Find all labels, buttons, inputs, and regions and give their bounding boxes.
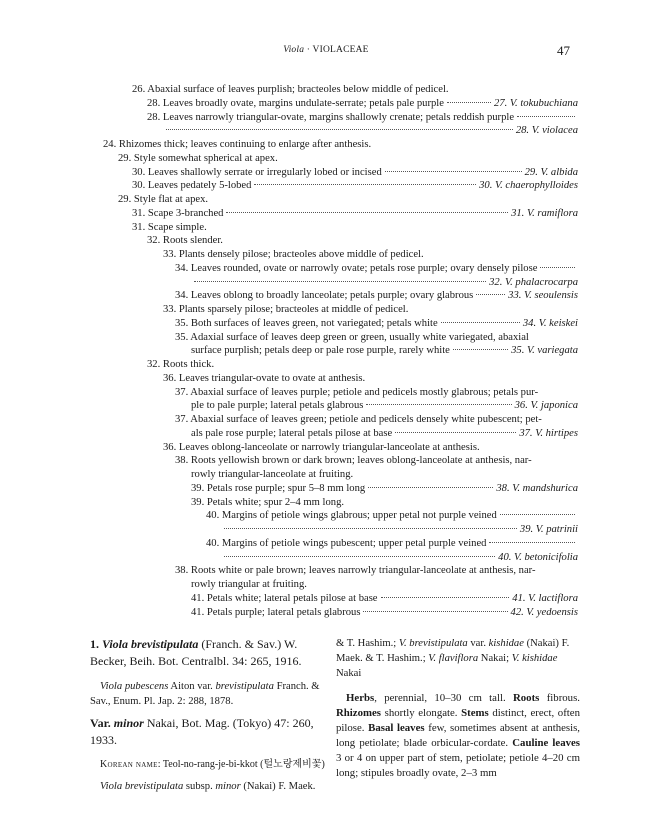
key-line [118,193,208,207]
key-text: 41. Petals purple; lateral petals glabrous [191,606,361,618]
key-taxon: 32. V. phalacrocarpa [489,276,578,288]
key-line [103,138,371,152]
variety-name: minor [113,716,144,730]
dot-leader [363,611,507,612]
synonym-text: (Nakai) F. Maek. & T. Hashim.; [336,638,570,664]
dot-leader [194,281,486,282]
synonym-name: Viola brevistipulata [100,781,184,792]
species-heading [90,636,327,670]
key-text: surface purplish; petals deep or pale rose purple, rarely white [191,345,450,357]
key-line [163,248,424,262]
key-line [206,509,578,523]
key-line [132,166,578,180]
dot-leader [447,102,491,103]
key-text: 35. Both surfaces of leaves green, not variegated; petals white [175,317,438,329]
key-line [175,331,529,345]
key-taxon: 42. V. yedoensis [510,606,578,618]
key-taxon: 29. V. albida [524,166,578,178]
key-line [132,221,207,235]
desc-text: shortly elongate. [380,707,462,719]
dot-leader [385,171,522,172]
key-text: 37. Abaxial surface of leaves green; petiole and pedicels densely white pubescent; pet- [175,414,542,425]
key-text: 30. Leaves pedately 5-lobed [132,180,252,192]
key-line [163,124,578,138]
variety-heading [90,715,327,749]
key-taxon: 35. V. variegata [511,345,578,357]
dot-leader [224,528,517,529]
key-line [132,83,449,97]
key-text: rowly triangular-lanceolate at fruiting. [191,469,354,480]
key-text: 38. Roots white or pale brown; leaves narrowly triangular-lanceolate at anthesis, nar- [175,565,536,577]
key-taxon: 31. V. ramiflora [511,207,578,219]
key-text: 32. Roots thick. [147,359,215,370]
key-taxon: 36. V. japonica [514,400,578,412]
term-stems: Stems [461,707,489,719]
dot-leader [540,267,575,268]
variety-authority: Nakai, Bot. Mag. (Tokyo) 47: 260, 1933. [90,716,314,747]
term-rhizomes: Rhizomes [336,707,381,719]
key-text: 24. Rhizomes thick; leaves continuing to enlarge after anthesis. [103,139,372,150]
key-taxon: 30. V. chaerophylloides [479,180,578,192]
key-line [191,496,344,510]
key-line [147,234,223,248]
key-text: 28. Leaves narrowly triangular-ovate, margins shallowly crenate; petals reddish purple [147,111,515,123]
dot-leader [395,432,516,433]
key-text: als pale rose purple; lateral petals pilose at base [191,427,393,439]
variety-label: Var. [90,716,114,730]
key-line [163,372,365,386]
desc-text: , perennial, 10–30 cm tall. [374,692,513,704]
synonym-rank: subsp. [183,781,216,792]
description [336,691,580,781]
term-herbs: Herbs [346,692,375,704]
key-line [132,179,578,193]
dot-leader [166,129,513,130]
key-line [147,111,578,125]
key-line [191,482,578,496]
key-text: 33. Plants densely pilose; bracteoles above middle of pedicel. [163,249,424,260]
dot-leader [254,184,476,185]
key-taxon: 40. V. betonicifolia [498,551,578,563]
synonym-citation: (Nakai) F. Maek. [240,781,316,792]
desc-text: distinct, erect, often pilose. [336,707,580,734]
key-text: 35. Adaxial surface of leaves deep green or green, usually white variegated, abaxial [175,331,529,343]
key-text: 39. Petals rose purple; spur 5–8 mm long [191,482,366,494]
korean-name-value: : Teol-no-rang-je-bi-kkot (털노랑제비꽃) [157,759,325,770]
key-text: 31. Scape simple. [132,221,207,233]
key-taxon: 28. V. violacea [515,125,578,137]
desc-text: fibrous. [539,692,580,704]
key-text: 26. Abaxial surface of leaves purplish; bracteoles below middle of pedicel. [132,84,449,95]
dot-leader [381,597,510,598]
key-taxon: 34. V. keiskei [522,317,578,329]
species-number: 1. [90,637,102,651]
key-taxon: 39. V. patrinii [519,524,578,535]
key-text: 33. Plants sparsely pilose; bracteoles at middle of pedicel. [163,304,409,315]
synonym-text: var. [467,638,489,649]
key-line [175,262,578,276]
dot-leader [489,542,575,543]
key-line [191,578,307,592]
species-name: Viola brevistipulata [102,637,199,651]
key-line [221,551,578,565]
key-line [132,207,578,221]
key-text: 32. Roots slender. [147,235,223,247]
synonym-name: V. kishidae [511,653,558,664]
synonym-text: & T. Hashim.; [336,638,399,649]
key-text: 29. Style flat at apex. [118,194,209,205]
key-line [163,441,480,455]
key-text: 34. Leaves oblong to broadly lanceolate; petals purple; ovary glabrous [175,290,474,302]
synonym-text: Nakai [336,668,362,679]
key-taxon: 27. V. tokubuchiana [494,97,578,109]
synonym-rank: Aiton var. [168,681,216,692]
header-genus: Viola [283,45,305,55]
key-line [175,413,542,427]
dot-leader [453,349,508,350]
term-roots: Roots [512,692,540,704]
key-taxon: 33. V. seoulensis [508,290,578,302]
key-line [147,97,578,111]
synonym-epithet: brevistipulata [215,681,274,692]
key-taxon: 41. V. lactiflora [512,592,578,604]
key-text: ple to pale purple; lateral petals glabrous [191,400,364,412]
key-line [221,523,578,537]
key-line [206,537,578,551]
running-title [0,45,652,55]
key-line [191,427,578,441]
key-line [163,303,408,317]
key-text: 30. Leaves shallowly serrate or irregularly lobed or incised [132,166,382,178]
right-column [336,636,580,781]
synonym-text: Nakai; [478,653,512,664]
dot-leader [368,487,493,488]
key-text: 38. Roots yellowish brown or dark brown; leaves oblong-lanceolate at anthesis, nar- [175,455,532,467]
key-line [191,399,578,413]
key-line [191,468,353,482]
running-header [0,43,652,59]
dot-leader [441,322,520,323]
key-line [175,386,538,400]
synonym-citation: Franch. & Sav., Enum. Pl. Jap. 2: 288, 1878. [90,681,320,707]
key-text: 39. Petals white; spur 2–4 mm long. [191,496,345,508]
key-text: 41. Petals white; lateral petals pilose at base [191,592,378,604]
key-taxon: 37. V. hirtipes [519,427,578,439]
key-line [175,317,578,331]
key-text: 31. Scape 3-branched [132,207,224,219]
key-text: 29. Style somewhat spherical at apex. [118,152,278,164]
key-text: 28. Leaves broadly ovate, margins undulate-serrate; petals pale purple [147,97,444,109]
page-number: 47 [557,43,570,58]
term-basal-leaves: Basal leaves [368,722,425,734]
key-text: 36. Leaves oblong-lanceolate or narrowly triangular-lanceolate at anthesis. [163,441,480,453]
key-line [118,152,278,166]
key-text: 36. Leaves triangular-ovate to ovate at anthesis. [163,372,366,384]
key-line [191,592,578,606]
key-taxon: 38. V. mandshurica [496,482,578,494]
synonym-epithet: kishidae [488,638,524,649]
key-text: 40. Margins of petiole wings pubescent; upper petal purple veined [206,537,487,549]
synonym-name: Viola pubescens [100,681,169,692]
dot-leader [476,294,505,295]
dot-leader [226,212,508,213]
dot-leader [224,556,495,557]
header-family: · VIOLACEAE [304,45,369,55]
korean-name [90,758,327,772]
species-authority: (Franch. & Sav.) W. Becker, Beih. Bot. Centralbl. 34: 265, 1916. [90,637,302,668]
key-line [191,606,578,620]
dot-leader [517,116,575,117]
synonym-2 [90,779,327,794]
synonym-1 [90,679,327,709]
key-text: 34. Leaves rounded, ovate or narrowly ovate; petals rose purple; ovary densely pilose [175,262,538,274]
korean-name-label: Korean name [100,759,158,770]
key-line [191,344,578,358]
synonym-continued [336,636,580,681]
dot-leader [366,404,511,405]
term-cauline-leaves: Cauline leaves [512,737,580,749]
key-line [175,454,532,468]
key-text: 37. Abaxial surface of leaves purple; petiole and pedicels mostly glabrous; petals pur- [175,386,539,398]
dot-leader [500,514,575,515]
key-text: rowly triangular at fruiting. [191,579,307,590]
synonym-name: V. flaviflora [428,653,479,664]
desc-text: 3 or 4 on upper part of stem, petiolate; petiole 4–20 cm long; stipules broadly ovate, 2–3 mm [336,752,580,779]
key-text: 40. Margins of petiole wings glabrous; upper petal not purple veined [206,510,497,522]
left-column [90,636,327,794]
key-line [191,276,578,290]
desc-text: few, sometimes absent at anthesis, long petiolate; blade orbicular-cordate. [336,722,581,749]
key-line [175,564,536,578]
key-line [175,289,578,303]
key-line [147,358,214,372]
synonym-epithet: minor [215,781,241,792]
synonym-name: V. brevistipulata [398,638,468,649]
